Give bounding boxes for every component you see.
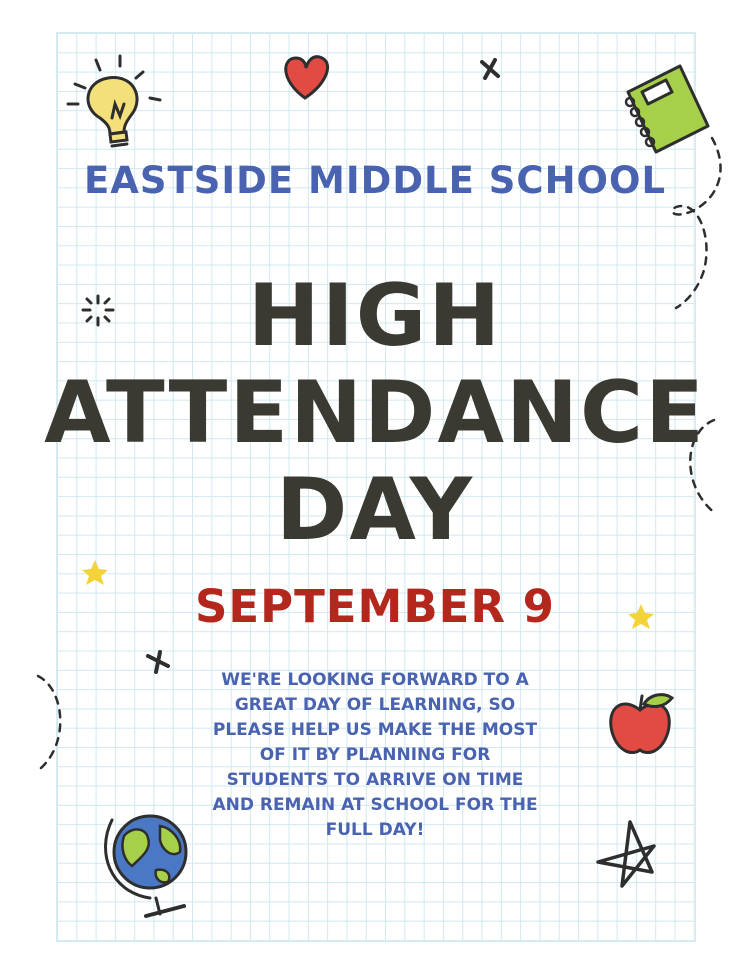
plus-icon <box>148 652 168 672</box>
event-headline: HIGH ATTENDANCE DAY <box>44 266 706 560</box>
apple-icon <box>611 695 672 753</box>
heart-icon <box>286 57 328 98</box>
notebook-icon <box>626 66 708 152</box>
event-message: WE'RE LOOKING FORWARD TO A GREAT DAY OF LEARNING, SO PLEASE HELP US MAKE THE MOST OF IT BY PLANNING FOR STUDENTS TO ARRIVE ON TIME AND REMAIN AT SCHOOL FOR THE FULL DAY! <box>212 670 538 840</box>
plus-icon <box>482 60 498 78</box>
globe-icon <box>106 816 186 916</box>
star-icon <box>598 822 654 886</box>
school-name: EASTSIDE MIDDLE SCHOOL <box>83 159 667 202</box>
lightbulb-icon <box>68 56 160 146</box>
event-date: SEPTEMBER 9 <box>194 580 555 633</box>
dashed-swirl <box>36 676 60 772</box>
